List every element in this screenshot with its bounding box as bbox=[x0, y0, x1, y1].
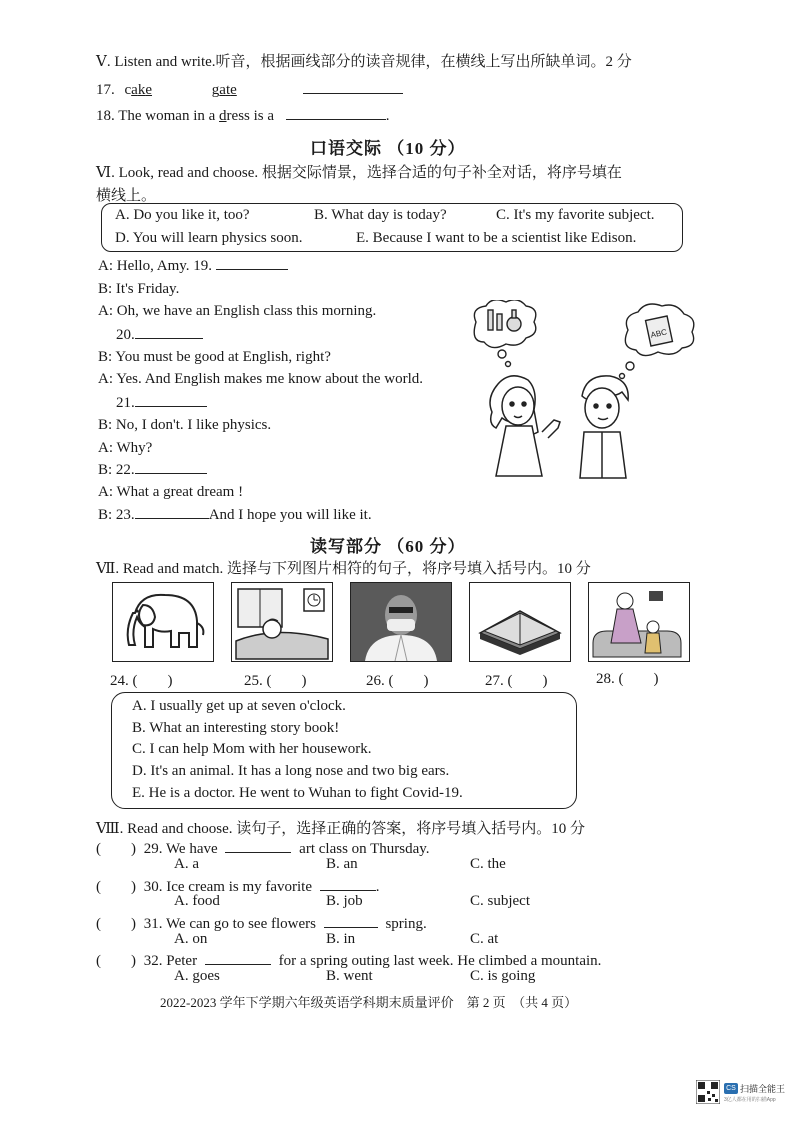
scanner-sub: 3亿人都在用的扫描App bbox=[724, 1097, 776, 1103]
match-option-e: E. He is a doctor. He went to Wuhan to fight Covid-19. bbox=[132, 785, 463, 801]
mc-question-29: ( ) 29. We have art class on Thursday. bbox=[96, 841, 430, 857]
waking-up-picture bbox=[231, 582, 333, 662]
dialog-line: B: No, I don't. I like physics. bbox=[98, 417, 272, 433]
section-8-heading: Ⅷ. Read and choose. 读句子，选择正确的答案，将序号填入括号内。10 分 bbox=[96, 821, 586, 837]
answer-paren-30[interactable]: ( ) bbox=[96, 879, 136, 895]
choice-32-b: B. went bbox=[326, 968, 373, 984]
elephant-icon bbox=[113, 583, 213, 661]
doctor-picture bbox=[350, 582, 452, 662]
dialog-line: B: It's Friday. bbox=[98, 281, 180, 297]
choice-30-c: C. subject bbox=[470, 893, 530, 909]
choice-32-c: C. is going bbox=[470, 968, 536, 984]
section-6-heading: Ⅵ. Look, read and choose. 根据交际情景，选择合适的句子补全对话，将序号填在 bbox=[96, 165, 622, 181]
choice-31-c: C. at bbox=[470, 931, 499, 947]
section-5-heading: Ⅴ. Listen and write.听音，根据画线部分的读音规律，在横线上写出所缺单词。2 分 bbox=[96, 54, 632, 70]
question-17: 17. cake gate bbox=[96, 82, 403, 99]
oral-section-title: 口语交际 （10 分） bbox=[310, 139, 466, 158]
girl-figure-icon bbox=[490, 376, 560, 476]
choice-32-a: A. goes bbox=[174, 968, 220, 984]
dialog-line-22: B: 22. bbox=[98, 462, 207, 479]
qr-code-icon bbox=[696, 1080, 720, 1104]
kids-illustration bbox=[462, 300, 698, 480]
mc-question-30: ( ) 30. Ice cream is my favorite . bbox=[96, 879, 380, 895]
dialog-line-19: A: Hello, Amy. 19. bbox=[98, 258, 288, 275]
girl-thought-bubble-icon bbox=[474, 300, 536, 367]
option-d: D. You will learn physics soon. bbox=[115, 230, 303, 246]
pic-label-25[interactable]: 25. ( ) bbox=[244, 673, 307, 689]
dialog-line-21: 21. bbox=[116, 395, 207, 412]
story-book-picture bbox=[469, 582, 571, 662]
match-option-c: C. I can help Mom with her housework. bbox=[132, 741, 372, 757]
answer-blank-21[interactable] bbox=[135, 405, 207, 407]
choice-29-b: B. an bbox=[326, 856, 358, 872]
answer-blank-20[interactable] bbox=[135, 337, 203, 339]
choice-31-b: B. in bbox=[326, 931, 356, 947]
svg-text:ABC: ABC bbox=[649, 327, 668, 340]
answer-paren-31[interactable]: ( ) bbox=[96, 916, 136, 932]
match-option-a: A. I usually get up at seven o'clock. bbox=[132, 698, 346, 714]
choice-29-c: C. the bbox=[470, 856, 506, 872]
dialog-line: A: What a great dream ! bbox=[98, 484, 244, 500]
word-cake: cake bbox=[124, 82, 153, 98]
dialog-line: B: You must be good at English, right? bbox=[98, 349, 331, 365]
pic-label-28[interactable]: 28. ( ) bbox=[596, 671, 659, 687]
section-7-heading: Ⅶ. Read and match. 选择与下列图片相符的句子，将序号填入括号内。10 分 bbox=[96, 561, 591, 577]
answer-paren-29[interactable]: ( ) bbox=[96, 841, 136, 857]
boy-thought-bubble-icon bbox=[620, 304, 694, 379]
elephant-picture bbox=[112, 582, 214, 662]
answer-blank-17[interactable] bbox=[303, 92, 403, 94]
mom-and-child-icon bbox=[589, 583, 689, 661]
scanner-badge: CS bbox=[724, 1083, 738, 1094]
option-c: C. It's my favorite subject. bbox=[496, 207, 655, 223]
dialog-line: A: Oh, we have an English class this morning. bbox=[98, 303, 377, 319]
dialog-line: A: Yes. And English makes me know about the world. bbox=[98, 371, 423, 387]
doctor-icon bbox=[351, 583, 451, 661]
answer-blank-23[interactable] bbox=[135, 517, 209, 519]
pic-label-26[interactable]: 26. ( ) bbox=[366, 673, 429, 689]
choice-31-a: A. on bbox=[174, 931, 208, 947]
answer-blank-19[interactable] bbox=[216, 268, 288, 270]
pic-label-27[interactable]: 27. ( ) bbox=[485, 673, 548, 689]
match-option-b: B. What an interesting story book! bbox=[132, 720, 340, 736]
question-18: 18. The woman in a dress is a . bbox=[96, 108, 390, 124]
option-e: E. Because I want to be a scientist like Edison. bbox=[356, 230, 637, 246]
pic-label-24[interactable]: 24. ( ) bbox=[110, 673, 173, 689]
dialog-line: A: Why? bbox=[98, 440, 153, 456]
word-gate: gate bbox=[211, 82, 237, 98]
choice-30-b: B. job bbox=[326, 893, 363, 909]
mc-question-31: ( ) 31. We can go to see flowers spring. bbox=[96, 916, 427, 932]
bed-clock-icon bbox=[232, 583, 332, 661]
mc-question-32: ( ) 32. Peter for a spring outing last week. He climbed a mountain. bbox=[96, 953, 602, 969]
choice-29-a: A. a bbox=[174, 856, 199, 872]
scanner-name: 扫描全能王 bbox=[740, 1084, 786, 1094]
dialog-line-23: B: 23. And I hope you will like it. bbox=[98, 507, 372, 523]
option-b: B. What day is today? bbox=[314, 207, 447, 223]
choice-30-a: A. food bbox=[174, 893, 220, 909]
readwrite-section-title: 读写部分 （60 分） bbox=[310, 537, 466, 556]
housework-picture bbox=[588, 582, 690, 662]
dialog-line-20: 20. bbox=[116, 327, 203, 344]
boy-figure-icon bbox=[580, 376, 628, 478]
section-6-heading-cont: 横线上。 bbox=[96, 188, 157, 204]
match-option-d: D. It's an animal. It has a long nose and two big ears. bbox=[132, 763, 450, 779]
answer-blank-22[interactable] bbox=[135, 472, 207, 474]
open-book-icon bbox=[470, 583, 570, 661]
answer-paren-32[interactable]: ( ) bbox=[96, 953, 136, 969]
page-footer: 2022-2023 学年下学期六年级英语学科期末质量评价 第 2 页 （共 4 页） bbox=[160, 995, 578, 1010]
option-a: A. Do you like it, too? bbox=[115, 207, 250, 223]
answer-blank-18[interactable] bbox=[286, 118, 386, 120]
